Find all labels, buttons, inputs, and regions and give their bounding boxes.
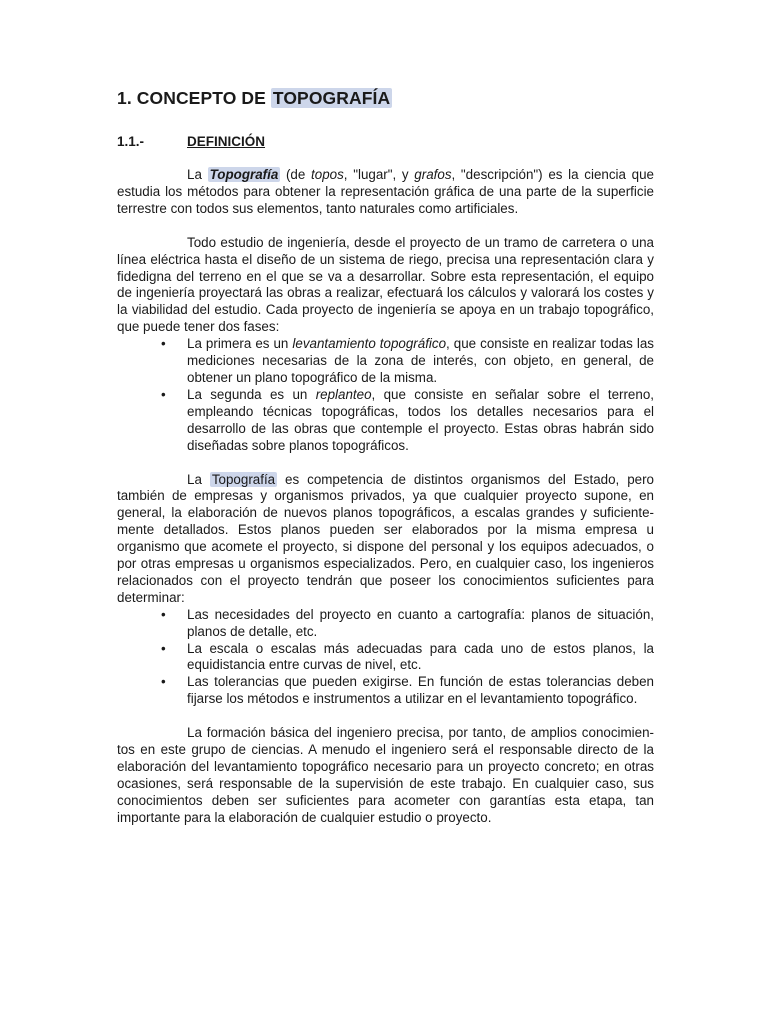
text-run: , que consiste en realizar todas las mediciones necesarias de la zona de interés, con objeto, en general, de obtener un plano topográfico de la misma.	[187, 336, 654, 385]
list-item-text: Las tolerancias que pueden exigirse. En función de estas tolerancias deben fijarse los métodos e instrumentos a utilizar en el levantamiento topográfico.	[187, 674, 654, 707]
text-run: La primera es un	[187, 336, 293, 352]
bullet-icon: •	[161, 336, 166, 352]
text-run: , "lugar", y	[343, 167, 415, 182]
text-run: La segunda es un	[187, 386, 316, 402]
section-title: DEFINICIÓN	[187, 134, 266, 149]
title-prefix: 1. CONCEPTO DE	[117, 88, 271, 108]
list-item	[161, 336, 654, 387]
list-item-text: Las necesidades del proyecto en cuanto a cartografía: planos de situación, planos de detalle, etc.	[187, 606, 654, 639]
list-item	[161, 640, 654, 675]
definition-paragraph	[117, 167, 654, 218]
text-run-italic: grafos	[414, 167, 452, 182]
text-run: La	[187, 167, 208, 182]
engineering-paragraph: Todo estudio de ingeniería, desde el proyecto de un tramo de carretera o una línea eléctrica hasta el diseño de un sistema de riego, precisa una representación clara y fidedigna del terreno en el que se va a desarrollar. Sobre esta representación, el equipo de ingeniería proyectará las obras a realizar, efectuará los cálculos y valorará los costes y la viabilidad del estudio. Cada proyecto de ingeniería se apoya en un trabajo topográfico, que puede tener dos fases:	[117, 234, 654, 335]
page-title	[117, 88, 654, 109]
list-item	[161, 674, 654, 708]
section-heading	[117, 134, 654, 149]
text-run-italic: levantamiento topográfico	[292, 336, 447, 352]
text-run-italic: topos	[311, 167, 344, 182]
text-run: , que consiste en señalar sobre el terreno, empleando técnicas topográficas, todos los detalles necesarios para el desarrollo de las obras que contemple el proyecto. Estas obras habrán sido diseñadas sobre planos topográficos.	[187, 386, 654, 453]
text-run-italic: replanteo	[315, 386, 372, 402]
phases-list	[117, 336, 654, 454]
text-run: , "descripción") es la ciencia que estudia los métodos para obtener la representación gráfica de una parte de la superficie terrestre con todos sus elementos, tanto naturales como artificiales.	[117, 167, 654, 216]
topografia-highlight: Topografía	[211, 471, 276, 487]
text-run: La	[187, 471, 210, 487]
list-item-text: La escala o escalas más adecuadas para cada uno de estos planos, la equidistancia entre curvas de nivel, etc.	[187, 640, 654, 673]
bullet-icon: •	[161, 674, 166, 690]
bullet-icon: •	[161, 606, 166, 622]
bullet-icon: •	[161, 640, 166, 656]
title-highlight: TOPOGRAFÍA	[272, 88, 391, 108]
text-run: (de	[280, 167, 312, 182]
bullet-icon: •	[161, 386, 166, 402]
list-item	[161, 606, 654, 641]
needs-list	[117, 607, 654, 708]
topografia-highlight: Topografía	[209, 167, 279, 182]
competence-paragraph	[117, 472, 654, 607]
text-run: es competencia de distintos organismos del Estado, pero también de empresas y organismos privados, ya que cualquier proyecto supone, en general, la elaboración de nuevos planos topográficos, a escalas grandes y suficiente-mente detallados. Estos planos pueden ser elaborados por la misma empresa u organismo que acomete el proyecto, si dispone del personal y los equipos adecuados, o por otras empresas u organismos especializados. Pero, en cualquier caso, los ingenieros relacionados con el proyecto tendrán que poseer los conocimientos suficientes para determinar:	[117, 471, 654, 605]
section-number: 1.1.-	[117, 134, 145, 149]
list-item	[161, 386, 654, 455]
training-paragraph: La formación básica del ingeniero precisa, por tanto, de amplios conocimien-tos en este grupo de ciencias. A menudo el ingeniero será el responsable directo de la elaboración del levantamiento topográfico necesario para un proyecto concreto; en otras ocasiones, será responsable de la supervisión de este trabajo. En cualquier caso, sus conocimientos deben ser suficientes para acometer con garantías esta etapa, tan importante para la elaboración de cualquier estudio o proyecto.	[117, 725, 654, 825]
